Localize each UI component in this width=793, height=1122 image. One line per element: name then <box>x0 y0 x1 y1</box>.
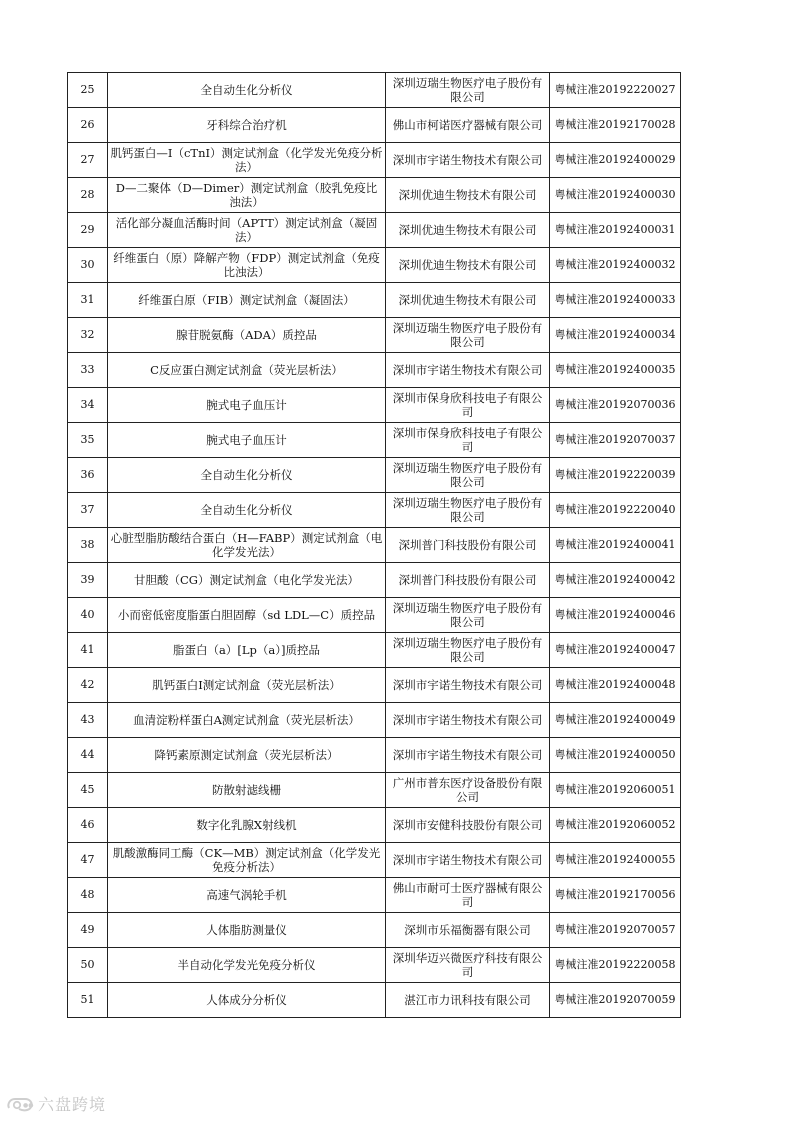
company-name: 深圳市宇诺生物技术有限公司 <box>386 668 550 703</box>
table-row <box>68 773 681 808</box>
company-name: 佛山市柯诺医疗器械有限公司 <box>386 108 550 143</box>
product-name: 肌钙蛋白Ⅰ测定试剂盒（荧光层析法） <box>108 668 386 703</box>
product-name: 腕式电子血压计 <box>108 388 386 423</box>
product-name: 甘胆酸（CG）测定试剂盒（电化学发光法） <box>108 563 386 598</box>
row-number: 26 <box>68 108 108 143</box>
product-name: 腺苷脱氨酶（ADA）质控品 <box>108 318 386 353</box>
product-name: 人体成分分析仪 <box>108 983 386 1018</box>
company-name: 深圳优迪生物技术有限公司 <box>386 248 550 283</box>
product-name: 活化部分凝血活酶时间（APTT）测定试剂盒（凝固法） <box>108 213 386 248</box>
table-row <box>68 878 681 913</box>
company-name: 深圳市安健科技股份有限公司 <box>386 808 550 843</box>
registration-number: 粤械注准20192400031 <box>550 213 681 248</box>
registration-number: 粤械注准20192400042 <box>550 563 681 598</box>
row-number: 33 <box>68 353 108 388</box>
table-row <box>68 353 681 388</box>
product-name: 高速气涡轮手机 <box>108 878 386 913</box>
registration-number: 粤械注准20192400035 <box>550 353 681 388</box>
row-number: 46 <box>68 808 108 843</box>
registration-number: 粤械注准20192220027 <box>550 73 681 108</box>
row-number: 44 <box>68 738 108 773</box>
table-row <box>68 703 681 738</box>
row-number: 34 <box>68 388 108 423</box>
svg-text:●●: ●● <box>23 1101 34 1109</box>
row-number: 28 <box>68 178 108 213</box>
registration-number: 粤械注准20192400055 <box>550 843 681 878</box>
product-name: 全自动生化分析仪 <box>108 493 386 528</box>
registration-number: 粤械注准20192400032 <box>550 248 681 283</box>
row-number: 43 <box>68 703 108 738</box>
company-name: 深圳优迪生物技术有限公司 <box>386 213 550 248</box>
row-number: 49 <box>68 913 108 948</box>
company-name: 广州市普东医疗设备股份有限公司 <box>386 773 550 808</box>
product-name: 防散射滤线栅 <box>108 773 386 808</box>
registration-number: 粤械注准20192400047 <box>550 633 681 668</box>
company-name: 深圳优迪生物技术有限公司 <box>386 283 550 318</box>
product-name: 肌钙蛋白—I（cTnI）测定试剂盒（化学发光免疫分析法） <box>108 143 386 178</box>
company-name: 深圳市宇诺生物技术有限公司 <box>386 353 550 388</box>
registration-number: 粤械注准20192400029 <box>550 143 681 178</box>
camera-brand-logo-icon <box>6 1094 34 1114</box>
registration-number: 粤械注准20192400033 <box>550 283 681 318</box>
registration-number: 粤械注准20192400034 <box>550 318 681 353</box>
row-number: 48 <box>68 878 108 913</box>
company-name: 深圳市宇诺生物技术有限公司 <box>386 703 550 738</box>
table-row <box>68 668 681 703</box>
registration-number: 粤械注准20192070057 <box>550 913 681 948</box>
registration-number: 粤械注准20192070036 <box>550 388 681 423</box>
registration-number: 粤械注准20192220040 <box>550 493 681 528</box>
table-row <box>68 983 681 1018</box>
company-name: 深圳市宇诺生物技术有限公司 <box>386 738 550 773</box>
company-name: 深圳优迪生物技术有限公司 <box>386 178 550 213</box>
table-row <box>68 913 681 948</box>
registration-number: 粤械注准20192070037 <box>550 423 681 458</box>
row-number: 40 <box>68 598 108 633</box>
product-name: 纤维蛋白原（FIB）测定试剂盒（凝固法） <box>108 283 386 318</box>
registration-number: 粤械注准20192400048 <box>550 668 681 703</box>
company-name: 深圳市保身欣科技电子有限公司 <box>386 423 550 458</box>
registration-number: 粤械注准20192170028 <box>550 108 681 143</box>
row-number: 39 <box>68 563 108 598</box>
table-row <box>68 633 681 668</box>
table-row <box>68 528 681 563</box>
table-row <box>68 843 681 878</box>
row-number: 36 <box>68 458 108 493</box>
row-number: 50 <box>68 948 108 983</box>
registration-number: 粤械注准20192220058 <box>550 948 681 983</box>
product-name: 全自动生化分析仪 <box>108 73 386 108</box>
row-number: 35 <box>68 423 108 458</box>
product-name: 降钙素原测定试剂盒（荧光层析法） <box>108 738 386 773</box>
company-name: 深圳迈瑞生物医疗电子股份有限公司 <box>386 318 550 353</box>
row-number: 31 <box>68 283 108 318</box>
product-name: 数字化乳腺X射线机 <box>108 808 386 843</box>
table-row <box>68 808 681 843</box>
product-name: 小而密低密度脂蛋白胆固醇（sd LDL—C）质控品 <box>108 598 386 633</box>
product-name: 血清淀粉样蛋白A测定试剂盒（荧光层析法） <box>108 703 386 738</box>
product-name: 纤维蛋白（原）降解产物（FDP）测定试剂盒（免疫比浊法） <box>108 248 386 283</box>
row-number: 41 <box>68 633 108 668</box>
registration-number: 粤械注准20192220039 <box>550 458 681 493</box>
company-name: 深圳市宇诺生物技术有限公司 <box>386 843 550 878</box>
company-name: 深圳普门科技股份有限公司 <box>386 563 550 598</box>
company-name: 深圳市保身欣科技电子有限公司 <box>386 388 550 423</box>
registration-table <box>67 72 681 1018</box>
table-row <box>68 283 681 318</box>
row-number: 30 <box>68 248 108 283</box>
company-name: 深圳普门科技股份有限公司 <box>386 528 550 563</box>
company-name: 深圳迈瑞生物医疗电子股份有限公司 <box>386 493 550 528</box>
registration-number: 粤械注准20192070059 <box>550 983 681 1018</box>
row-number: 37 <box>68 493 108 528</box>
registration-number: 粤械注准20192400049 <box>550 703 681 738</box>
registration-number: 粤械注准20192400041 <box>550 528 681 563</box>
table-row <box>68 563 681 598</box>
row-number: 27 <box>68 143 108 178</box>
table-row <box>68 598 681 633</box>
registration-number: 粤械注准20192060052 <box>550 808 681 843</box>
row-number: 32 <box>68 318 108 353</box>
registration-number: 粤械注准20192400046 <box>550 598 681 633</box>
company-name: 深圳市宇诺生物技术有限公司 <box>386 143 550 178</box>
table-row <box>68 458 681 493</box>
table-row <box>68 108 681 143</box>
watermark-text: 六盘跨境 <box>38 1095 107 1114</box>
table-row <box>68 948 681 983</box>
table-row <box>68 143 681 178</box>
company-name: 深圳迈瑞生物医疗电子股份有限公司 <box>386 633 550 668</box>
row-number: 47 <box>68 843 108 878</box>
table-row <box>68 423 681 458</box>
watermark <box>6 1092 106 1115</box>
company-name: 深圳迈瑞生物医疗电子股份有限公司 <box>386 458 550 493</box>
company-name: 佛山市耐可士医疗器械有限公司 <box>386 878 550 913</box>
row-number: 42 <box>68 668 108 703</box>
company-name: 深圳迈瑞生物医疗电子股份有限公司 <box>386 598 550 633</box>
product-name: 牙科综合治疗机 <box>108 108 386 143</box>
product-name: 肌酸激酶同工酶（CK—MB）测定试剂盒（化学发光免疫分析法） <box>108 843 386 878</box>
product-name: 半自动化学发光免疫分析仪 <box>108 948 386 983</box>
company-name: 深圳迈瑞生物医疗电子股份有限公司 <box>386 73 550 108</box>
registration-number: 粤械注准20192400030 <box>550 178 681 213</box>
table-row <box>68 178 681 213</box>
table-row <box>68 213 681 248</box>
product-name: 脂蛋白（a）[Lp（a）]质控品 <box>108 633 386 668</box>
table-row <box>68 493 681 528</box>
company-name: 深圳市乐福衡器有限公司 <box>386 913 550 948</box>
registration-number: 粤械注准20192060051 <box>550 773 681 808</box>
row-number: 25 <box>68 73 108 108</box>
product-name: D—二聚体（D—Dimer）测定试剂盒（胶乳免疫比浊法） <box>108 178 386 213</box>
product-name: C反应蛋白测定试剂盒（荧光层析法） <box>108 353 386 388</box>
row-number: 45 <box>68 773 108 808</box>
product-name: 心脏型脂肪酸结合蛋白（H—FABP）测定试剂盒（电化学发光法） <box>108 528 386 563</box>
company-name: 深圳华迈兴微医疗科技有限公司 <box>386 948 550 983</box>
table-row <box>68 248 681 283</box>
row-number: 29 <box>68 213 108 248</box>
table-row <box>68 73 681 108</box>
product-name: 全自动生化分析仪 <box>108 458 386 493</box>
table-row <box>68 738 681 773</box>
product-name: 人体脂肪测量仪 <box>108 913 386 948</box>
registration-number: 粤械注准20192170056 <box>550 878 681 913</box>
company-name: 湛江市力讯科技有限公司 <box>386 983 550 1018</box>
row-number: 51 <box>68 983 108 1018</box>
table-row <box>68 388 681 423</box>
row-number: 38 <box>68 528 108 563</box>
registration-number: 粤械注准20192400050 <box>550 738 681 773</box>
table-row <box>68 318 681 353</box>
table-body <box>68 73 681 1018</box>
product-name: 腕式电子血压计 <box>108 423 386 458</box>
